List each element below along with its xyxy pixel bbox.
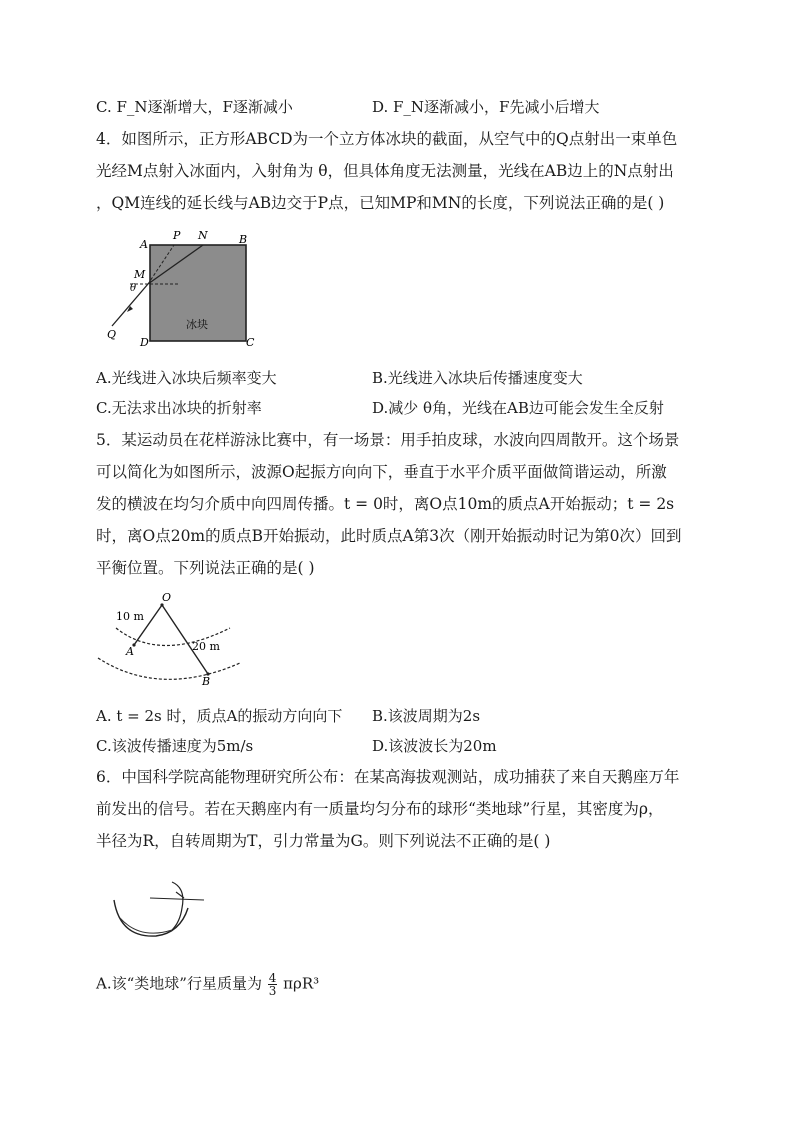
q6-option-a: [96, 972, 319, 997]
q4-option-b: B.光线进入冰块后传播速度变大: [372, 369, 583, 387]
q5-stem-line-4: 时，离O点20m的质点B开始振动，此时质点A第3次（刚开始振动时记为第0次）回到: [96, 527, 682, 545]
q6-planet-sketch: [110, 878, 210, 948]
q6-option-a-suffix: πρR³: [283, 974, 320, 993]
q5-stem-line-2: 可以简化为如图所示，波源O起振方向向下，垂直于水平介质平面做简谐运动，所激: [96, 463, 667, 481]
label-A: A: [140, 238, 148, 251]
label-theta: θ: [130, 283, 137, 294]
q4-stem-line-1: 4．如图所示，正方形ABCD为一个立方体冰块的截面，从空气中的Q点射出一束单色: [96, 130, 678, 148]
label-N: N: [198, 229, 208, 242]
q5-stem-line-1: 5．某运动员在花样游泳比赛中，有一场景：用手拍皮球，水波向四周散开。这个场景: [96, 431, 680, 449]
fraction-numerator: 4: [268, 971, 277, 985]
sketch-arc-2: [120, 918, 172, 933]
label-B: B: [202, 675, 211, 688]
label-10m: 10 m: [116, 610, 144, 623]
q5-option-c: C.该波传播速度为5m/s: [96, 737, 254, 755]
q5-stem-line-5: 平衡位置。下列说法正确的是( ): [96, 559, 315, 577]
q4-ice-block-figure: [100, 226, 270, 356]
q4-stem-line-2: 光经M点射入冰面内，入射角为 θ，但具体角度无法测量，光线在AB边上的N点射出: [96, 162, 674, 180]
label-B: B: [239, 233, 248, 246]
label-Q: Q: [107, 328, 117, 341]
prev-option-d: D. F_N逐渐减小，F先减小后增大: [372, 98, 600, 116]
sketch-arc-1: [114, 900, 188, 936]
fraction-denominator: 3: [268, 984, 277, 998]
label-ice: 冰块: [186, 318, 208, 331]
q6-stem-line-1: 6．中国科学院高能物理研究所公布：在某高海拔观测站，成功捕获了来自天鹅座万年: [96, 768, 680, 786]
wavefront-outer: [98, 658, 240, 679]
label-C: C: [246, 336, 255, 349]
sketch-line-2: [150, 898, 204, 900]
q6-option-a-prefix: A.该“类地球”行星质量为: [96, 974, 262, 993]
q4-option-a: A.光线进入冰块后频率变大: [96, 369, 277, 387]
q5-option-b: B.该波周期为2s: [372, 707, 481, 725]
q4-option-d: D.减少 θ角，光线在AB边可能会发生全反射: [372, 399, 664, 417]
label-20m: 20 m: [192, 640, 220, 653]
q5-wave-figure: [90, 588, 260, 688]
fraction: [268, 972, 278, 997]
label-A: A: [126, 645, 134, 658]
label-P: P: [173, 229, 181, 242]
prev-option-c: C. F_N逐渐增大，F逐渐减小: [96, 98, 293, 116]
q5-option-a: A. t = 2s 时，质点A的振动方向向下: [96, 707, 343, 725]
q6-stem-line-3: 半径为R，自转周期为T，引力常量为G。则下列说法不正确的是( ): [96, 832, 551, 850]
q4-stem-line-3: ，QM连线的延长线与AB边交于P点，已知MP和MN的长度，下列说法正确的是( ): [96, 194, 665, 212]
label-M: M: [134, 268, 146, 281]
label-D: D: [140, 336, 149, 349]
q6-stem-line-2: 前发出的信号。若在天鹅座内有一质量均匀分布的球形“类地球”行星，其密度为ρ，: [96, 800, 664, 818]
q5-option-d: D.该波波长为20m: [372, 737, 497, 755]
q4-option-c: C.无法求出冰块的折射率: [96, 399, 262, 417]
label-O: O: [162, 591, 172, 604]
q5-stem-line-3: 发的横波在均匀介质中向四周传播。t = 0时，离O点10m的质点A开始振动；t = 2s: [96, 495, 675, 513]
